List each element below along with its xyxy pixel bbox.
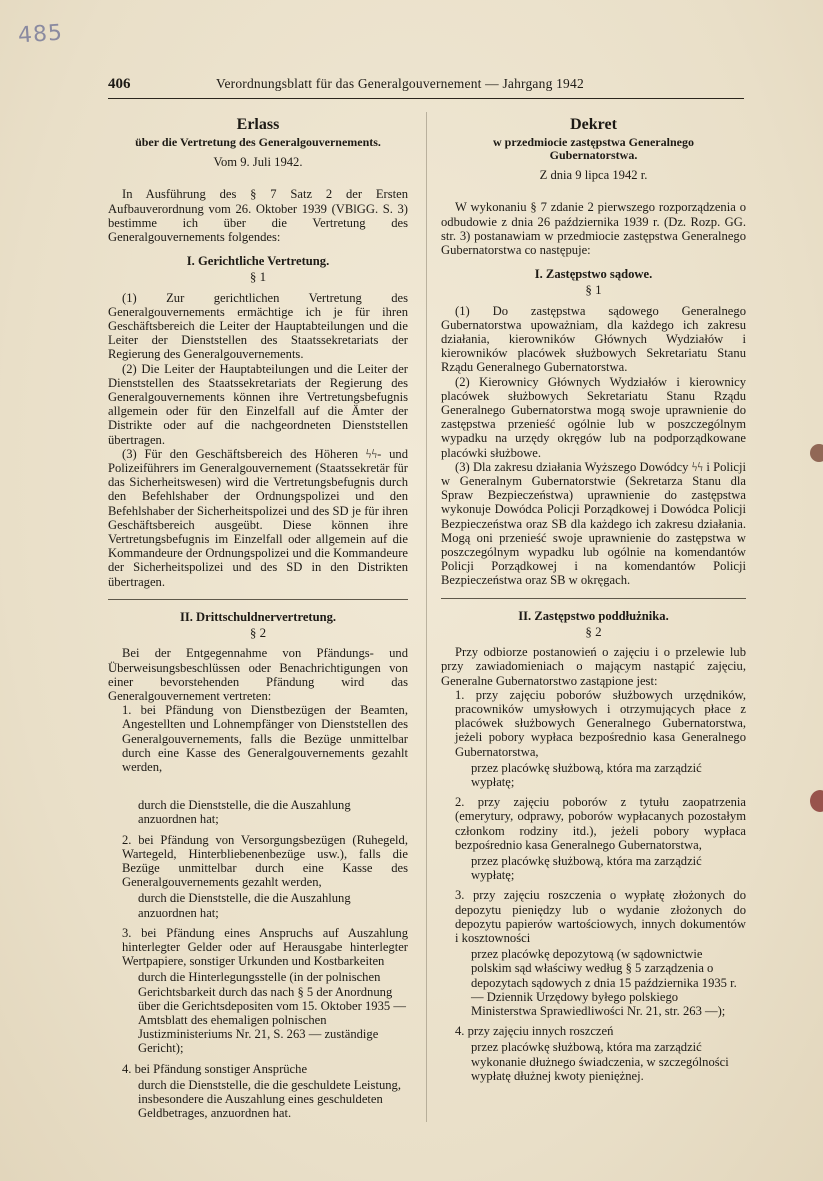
section-intro: Przy odbiorze postanowień o zajęciu i o przelewie lub przy zawiadomieniach o mającym nastąpić zajęciu, Generalne Gubernatorstwo zastąpione jest: <box>441 645 746 688</box>
list-item-authority: przez placówkę służbową, która ma zarządzić wykonanie dłużnego świadczenia, w szczególności wypłatę dłużnej kwoty pieniężnej. <box>471 1040 729 1083</box>
decree-date: Z dnia 9 lipca 1942 r. <box>539 168 648 183</box>
list-item-authority: durch die Dienststelle, die die Auszahlung anzuordnen hat; <box>138 798 351 827</box>
clause-paragraph: (1) Do zastępstwa sądowego Generalnego Gubernatorstwa upoważniam, dla każdego ich zakresu działania, kierowników Głównych Wydziałów i kierowników placówek służbowych Sekretariatu Stanu Rządu Generalnego Gubernatorstwa. <box>441 303 746 375</box>
page-header <box>108 76 744 99</box>
intro-paragraph: In Ausführung des § 7 Satz 2 der Ersten Aufbauverordnung vom 26. Oktober 1939 (VBlGG. S. 3) bestimme ich über die Vertretung des Generalgouvernements folgendes: <box>108 187 408 245</box>
section-heading: I. Gerichtliche Vertretung. <box>186 254 330 269</box>
section-heading: II. Zastępstwo poddłużnika. <box>518 608 669 623</box>
paragraph-mark: § 2 <box>249 625 267 641</box>
polish-column <box>441 112 746 1089</box>
running-title: Verordnungsblatt für das Generalgouvernement — Jahrgang 1942 <box>216 76 584 91</box>
clause-paragraph: (3) Dla zakresu działania Wyższego Dowódcy ϟϟ i Policji w Generalnym Gubernatorstwie (Sekretarza Stanu dla Spraw Bezpieczeństwa) uprawnienie do zastępstwa wykonuje Dowódca Policji Porządkowej i Dowódca Policji Bezpieczeństwa oraz SB dla każdego ich zakresu działania. Mogą oni przenieść swoje uprawnienie do zastępstwa w poszczególnym wypadku lub ogólnie na komendantów Policji Porządkowej i na komendantów Policji Bezpieczeństwa oraz SB w okręgach. <box>441 459 746 588</box>
list-item: 4. przy zajęciu innych roszczeń <box>455 1024 614 1039</box>
clause-paragraph: (1) Zur gerichtlichen Vertretung des Generalgouvernements ermächtige ich je für ihren Geschäftsbereich die Leiter der Hauptabteilungen und die Leiter der Dienststellen des Staatssekretariats der Regierung des Generalgouvernements. <box>108 290 408 362</box>
clause-paragraph: (2) Die Leiter der Hauptabteilungen und die Leiter der Dienststellen des Staatssekretariats der Regierung des Generalgouvernements können ihre Vertretungsbefugnis allgemein oder für den Einzelfall auf die Ämter der Distrikte oder auf die nachgeordneten Dienststellen übertragen. <box>108 361 408 447</box>
page-number: 406 <box>108 76 131 92</box>
clause-paragraph: (2) Kierownicy Głównych Wydziałów i kierownicy placówek służbowych Sekretariatu Stanu Rządu Generalnego Gubernatorstwa mogą swoje uprawnienie do zastępstwa przenieść ogólnie lub w poszczególnym wypadku na urzędy okręgów lub na podporządkowane placówki służbowe. <box>441 374 746 460</box>
section-heading: II. Drittschuldnervertretung. <box>179 609 337 624</box>
paragraph-mark: § 1 <box>585 282 602 298</box>
list-item: 1. przy zajęciu poborów służbowych urzędników, pracowników umysłowych i otrzymujących płace z placówek służbowych Generalnego Gubernatorstwa, jeżeli pobory wypłaca bezpośrednio kasa Generalnego Gubernatorstwa, <box>455 687 746 759</box>
section-divider <box>108 599 408 600</box>
list-item: 3. bei Pfändung eines Anspruchs auf Auszahlung hinterlegter Gelder oder auf Herausgabe hinterlegter Wertpapiere, sonstiger Urkunden und Kostbarkeiten <box>122 925 408 969</box>
paragraph-mark: § 1 <box>249 269 267 285</box>
list-item: 1. bei Pfändung von Dienstbezügen der Beamten, Angestellten und Lohnempfänger von Dienststellen des Generalgouvernements, falls die Bezüge unmittelbar durch eine Kasse des Generalgouvernements gezahlt werden, <box>122 703 408 774</box>
list-item-authority: przez placówkę służbową, która ma zarządzić wypłatę; <box>471 853 702 883</box>
decree-title: Dekret <box>570 116 617 133</box>
paper-stain <box>810 444 823 462</box>
archive-number: 485 <box>17 20 64 49</box>
list-item: 4. bei Pfändung sonstiger Ansprüche <box>122 1061 308 1076</box>
decree-subtitle: w przedmiocie zastępstwa Generalnego Gubernatorstwa. <box>493 135 694 163</box>
list-item-authority: durch die Dienststelle, die die geschuldete Leistung, insbesondere die Auszahlung eines geschuldeten Geldbetrages, anzuordnen hat. <box>138 1077 401 1121</box>
list-item: 3. przy zajęciu roszczenia o wypłatę złożonych do depozytu pieniędzy lub o wydanie złożonych do depozytu papierów wartościowych, innych dokumentów i kosztowności <box>455 888 746 945</box>
list-item-authority: przez placówkę depozytową (w sądownictwie polskim sąd właściwy według § 5 zarządzenia o depozytach sądowych z dnia 15 października 1935 r. — Dziennik Urzędowy byłego polskiego Ministerstwa Sprawiedliwości Nr. 21, str. 263 —); <box>471 947 737 1018</box>
decree-title: Erlass <box>236 116 280 133</box>
list-item-authority: durch die Hinterlegungsstelle (in der polnischen Gerichtsbarkeit durch das nach § 5 der Anordnung über die Gerichtsdepositen vom 15. Oktober 1935 — Amtsblatt des ehemaligen polnischen Justizministeriums Nr. 21, S. 263 — zuständige Gericht); <box>138 970 406 1056</box>
column-divider <box>426 112 427 1122</box>
intro-paragraph: W wykonaniu § 7 zdanie 2 pierwszego rozporządzenia o odbudowie z dnia 26 października 1939 r. (Dz. Rozp. GG. str. 3) postanawiam w przedmiocie zastępstwa Generalnego Gubernatorstwa co następuje: <box>441 200 746 258</box>
clause-paragraph: (3) Für den Geschäftsbereich des Höheren ϟϟ- und Polizeiführers im Generalgouvernement (Staatssekretär für das Sicherheitswesen) wird die Vertretungsbefugnis durch den Befehlshaber der Ordnungspolizei und den Befehlshaber der Sicherheitspolizei und des SD je für ihren Geschäftsbereich ausgeübt. Diese können ihre Vertretungsbefugnis im Einzelfall oder allgemein auf die Kommandeure der Ordnungspolizei und die Kommandeure der Sicherheitspolizei und des SD in den Distrikten übertragen. <box>108 446 408 589</box>
section-intro: Bei der Entgegennahme von Pfändungs- und Überweisungsbeschlüssen oder Benachrichtigungen von einer bevorstehenden Pfändung wird das Generalgouvernement vertreten: <box>108 646 408 703</box>
section-divider <box>441 598 746 599</box>
list-item-authority: durch die Dienststelle, die die Auszahlung anzuordnen hat; <box>138 891 351 920</box>
list-item-authority: przez placówkę służbową, która ma zarządzić wypłatę; <box>471 760 702 789</box>
list-item: 2. przy zajęciu poborów z tytułu zaopatrzenia (emerytury, odprawy, poborów wypłacanych pozostałym członkom rodziny itd.), jeżeli pobory wypłaca bezpośrednio kasa Generalnego Gubernatorstwa, <box>455 795 746 852</box>
paper-stain <box>810 790 823 812</box>
decree-subtitle: über die Vertretung des Generalgouvernements. <box>135 135 381 150</box>
section-heading: I. Zastępstwo sądowe. <box>534 267 653 282</box>
decree-date: Vom 9. Juli 1942. <box>213 155 303 170</box>
list-item: 2. bei Pfändung von Versorgungsbezügen (Ruhegeld, Wartegeld, Hinterbliebenenbezüge usw.), falls die Bezüge unmittelbar durch eine Kasse des Generalgouvernements gezahlt werden, <box>122 832 408 890</box>
paragraph-mark: § 2 <box>585 623 602 639</box>
german-column <box>108 112 408 1126</box>
